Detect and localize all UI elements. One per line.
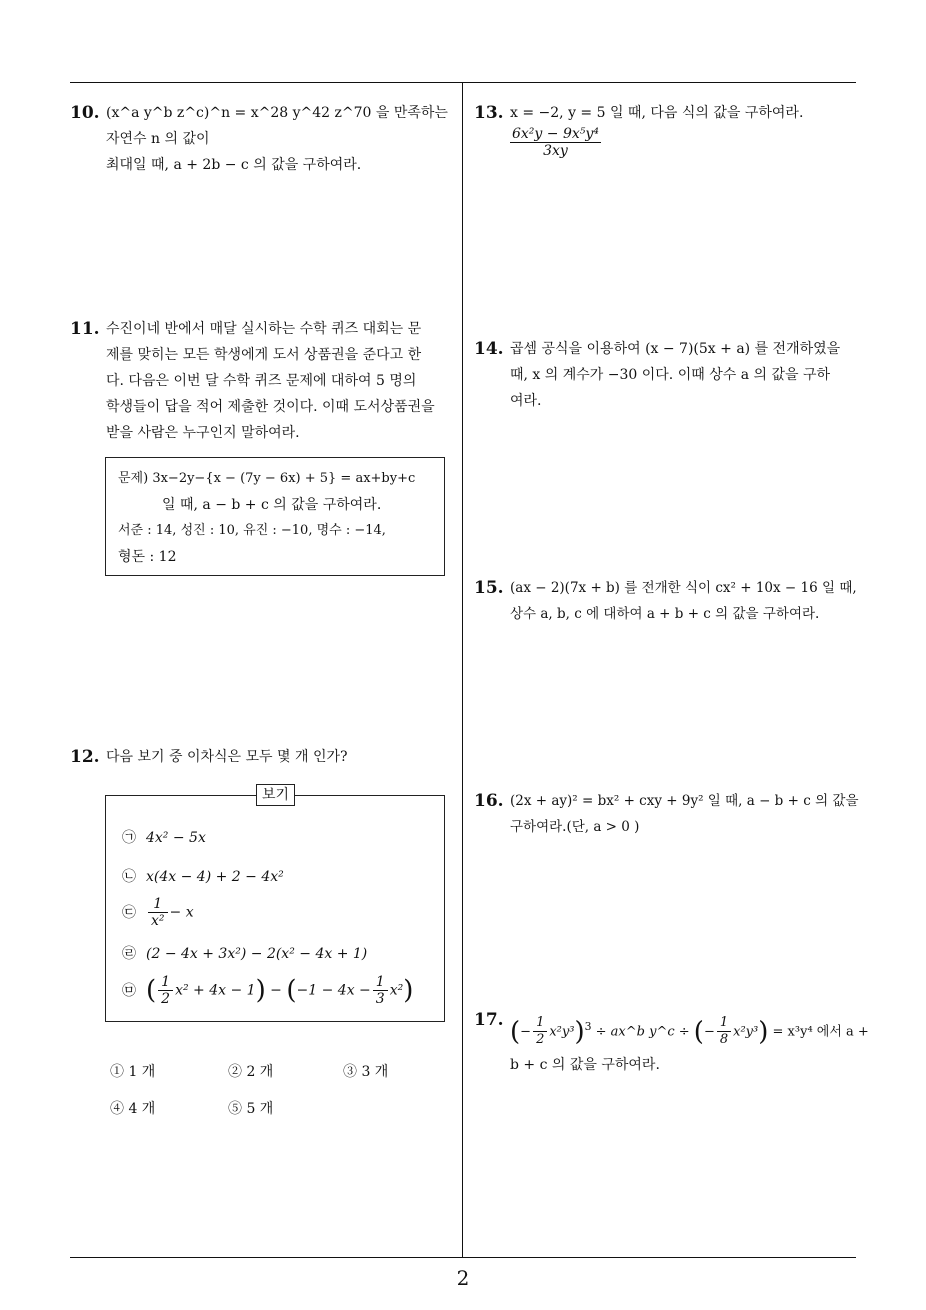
right-paren: ) — [403, 975, 414, 1006]
question-text-line: (2x + ay)² = bx² + cxy + 9y² 일 때, a − b + c 의 값을 — [510, 793, 859, 809]
left-paren: ( — [693, 1016, 704, 1047]
question-text-line: 제를 맞히는 모든 학생에게 도서 상품권을 준다고 한 — [106, 347, 422, 363]
question-text-line: b + c 의 값을 구하여라. — [510, 1057, 660, 1074]
item-mark: ㉢ — [122, 904, 136, 921]
question-number: 12. — [70, 747, 100, 767]
question-number: 13. — [474, 103, 504, 123]
left-paren: ( — [510, 1016, 521, 1047]
numerator: 1 — [148, 896, 168, 913]
question-number: 11. — [70, 319, 100, 339]
exponent: 3 — [584, 1020, 592, 1033]
numerator: 1 — [158, 974, 173, 991]
question-13 — [474, 100, 858, 159]
question-16 — [474, 788, 858, 840]
item-expression: x² + 4x − 1 — [175, 982, 256, 999]
fraction — [373, 974, 388, 1007]
top-rule — [70, 82, 856, 83]
question-12 — [70, 744, 460, 770]
item-expression: (2 − 4x + 3x²) − 2(x² − 4x + 1) — [146, 946, 368, 962]
denominator: 3xy — [543, 143, 568, 159]
term: ÷ ax^b y^c ÷ — [595, 1024, 690, 1040]
question-text-line: (ax − 2)(7x + b) 를 전개한 식이 cx² + 10x − 16 일 때, — [510, 580, 857, 596]
denominator: 2 — [536, 1032, 545, 1048]
fraction — [148, 896, 168, 929]
bogi-label: 보기 — [256, 784, 295, 806]
right-paren: ) — [255, 975, 266, 1006]
problem-line: 문제) 3x−2y−{x − (7y − 6x) + 5} = ax+by+c — [118, 471, 416, 486]
option-3[interactable]: ③ 3 개 — [343, 1064, 389, 1080]
question-text-line: 구하여라.(단, a > 0 ) — [510, 819, 640, 835]
question-number: 10. — [70, 103, 100, 123]
question-number: 16. — [474, 791, 504, 811]
fraction — [533, 1015, 547, 1048]
question-text-line: (x^a y^b z^c)^n = x^28 y^42 z^70 을 만족하는 자연수 n 의 값이 — [106, 105, 448, 147]
bogi-item-b — [122, 865, 284, 889]
item-expression: x² — [389, 982, 404, 999]
numerator: 1 — [373, 974, 388, 991]
item-mark: ㉠ — [122, 830, 136, 846]
item-mark: ㉡ — [122, 869, 136, 885]
minus-sign: − — [703, 1024, 715, 1040]
bogi-item-d — [122, 942, 367, 966]
term: = x³y⁴ 에서 a + — [772, 1024, 869, 1040]
problem-line: 일 때, a − b + c 의 값을 구하여라. — [162, 497, 382, 513]
bogi-item-a — [122, 826, 206, 850]
question-number: 15. — [474, 578, 504, 598]
denominator: 8 — [719, 1032, 729, 1048]
item-expression: 4x² − 5x — [146, 830, 206, 846]
minus-sign: − — [270, 982, 282, 999]
question-17 — [474, 1007, 869, 1078]
problem-box — [105, 457, 445, 576]
answers-line: 형돈 : 12 — [118, 549, 177, 565]
answers-line: 서준 : 14, 성진 : 10, 유진 : −10, 명수 : −14, — [118, 523, 386, 538]
item-expression: x(4x − 4) + 2 − 4x² — [146, 869, 284, 885]
fraction — [158, 974, 173, 1007]
term: x²y³ — [733, 1024, 759, 1040]
question-text-line: x = −2, y = 5 일 때, 다음 식의 값을 구하여라. — [510, 105, 804, 121]
denominator: x² — [151, 913, 165, 929]
numerator: 1 — [533, 1015, 547, 1032]
question-10 — [70, 100, 460, 178]
numerator: 1 — [717, 1015, 731, 1032]
option-2[interactable]: ② 2 개 — [228, 1064, 274, 1080]
minus-sign: − — [520, 1024, 532, 1040]
item-expression: −1 − 4x − — [296, 982, 371, 999]
question-text-line: 때, x 의 계수가 −30 이다. 이때 상수 a 의 값을 구하 — [510, 367, 831, 383]
right-paren: ) — [758, 1016, 769, 1047]
denominator: 3 — [375, 991, 385, 1007]
bottom-rule — [70, 1257, 856, 1258]
question-11 — [70, 316, 460, 446]
numerator: 6x²y − 9x⁵y⁴ — [512, 126, 599, 142]
bogi-item-c — [122, 896, 194, 929]
question-text-line: 곱셈 공식을 이용하여 (x − 7)(5x + a) 를 전개하였을 — [510, 341, 841, 357]
denominator: 2 — [161, 991, 171, 1007]
term: x²y³ — [549, 1024, 575, 1040]
right-paren: ) — [574, 1016, 585, 1047]
option-4[interactable]: ④ 4 개 — [110, 1101, 156, 1117]
question-text-line: 최대일 때, a + 2b − c 의 값을 구하여라. — [106, 157, 362, 173]
column-divider — [462, 83, 463, 1258]
question-number: 14. — [474, 339, 504, 359]
expression-fraction — [510, 126, 601, 159]
page-number: 2 — [456, 1266, 470, 1290]
question-text-line: 다. 다음은 이번 달 수학 퀴즈 문제에 대하여 5 명의 — [106, 373, 417, 389]
option-5[interactable]: ⑤ 5 개 — [228, 1101, 274, 1117]
item-mark: ㉤ — [122, 982, 136, 999]
option-1[interactable]: ① 1 개 — [110, 1064, 156, 1080]
question-text-line: 수진이네 반에서 매달 실시하는 수학 퀴즈 대회는 문 — [106, 321, 422, 337]
item-expression: − x — [169, 904, 194, 921]
left-paren: ( — [146, 975, 157, 1006]
question-number: 17. — [474, 1010, 504, 1030]
left-paren: ( — [286, 975, 297, 1006]
question-15 — [474, 575, 858, 627]
question-text-line: 여라. — [510, 393, 542, 409]
bogi-item-e — [122, 974, 413, 1007]
bogi-box — [105, 787, 445, 1022]
question-text-line: 상수 a, b, c 에 대하여 a + b + c 의 값을 구하여라. — [510, 606, 820, 622]
fraction — [717, 1015, 731, 1048]
question-text-line: 받을 사람은 누구인지 말하여라. — [106, 425, 300, 441]
question-text-line: 다음 보기 중 이차식은 모두 몇 개 인가? — [106, 749, 348, 765]
question-expression — [510, 1007, 869, 1052]
item-mark: ㉣ — [122, 946, 136, 962]
question-text-line: 학생들이 답을 적어 제출한 것이다. 이때 도서상품권을 — [106, 399, 435, 415]
question-14 — [474, 336, 858, 414]
